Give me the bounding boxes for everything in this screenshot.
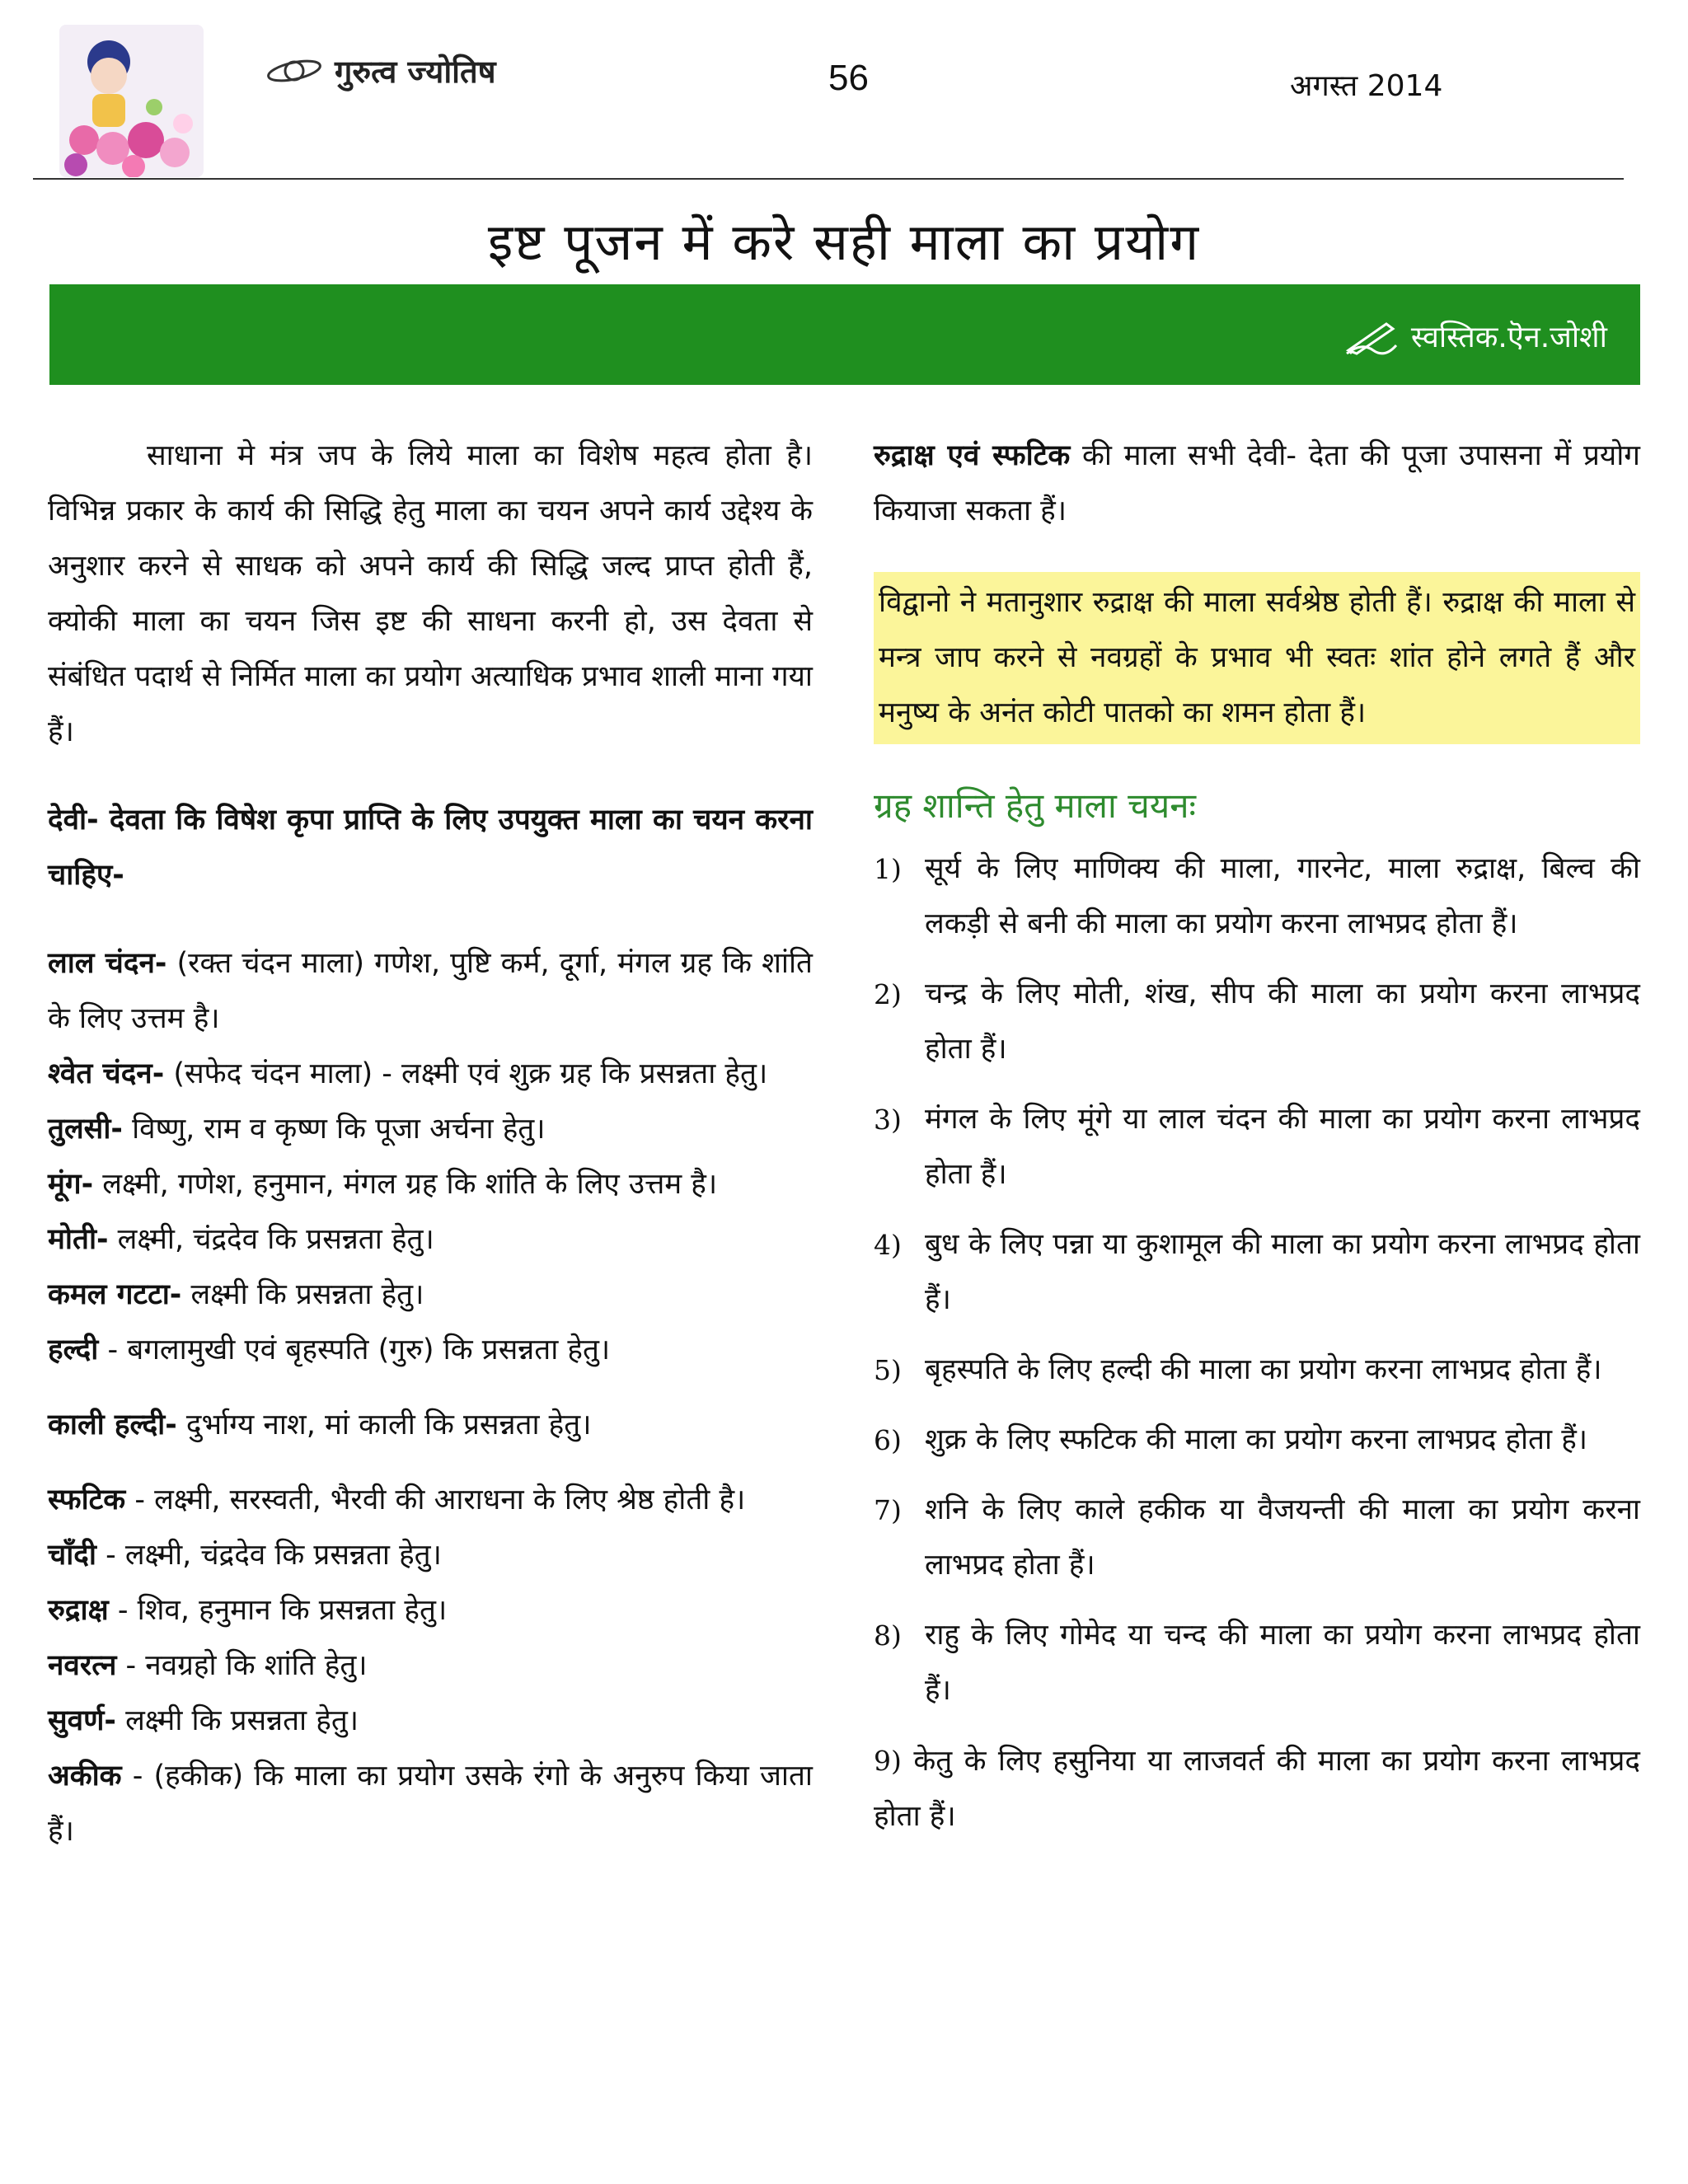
right-column: [874, 429, 1640, 1859]
krishna-logo-image: [59, 25, 204, 177]
list-item: 1) सूर्य के लिए माणिक्य की माला, गारनेट, माला रुद्राक्ष, बिल्व की लकड़ी से बनी की माला का प्रयोग करना लाभप्रद होता हैं।: [874, 852, 1640, 940]
page-number: 56: [828, 58, 869, 98]
subheading: देवी- देवता कि विषेश कृपा प्राप्ति के लिए उपयुक्त माला का चयन करना चाहिए-: [48, 804, 813, 892]
article-title: इष्ट पूजन में करे सही माला का प्रयोग: [487, 212, 1201, 272]
rudraksha-sphatik-paragraph: रुद्राक्ष एवं स्फटिक की माला सभी देवी- देता की पूजा उपासना में प्रयोग कियाजा सकता हैं।: [874, 439, 1641, 527]
list-item: लाल चंदन- (रक्त चंदन माला) गणेश, पुष्टि कर्म, दूर्गा, मंगल ग्रह कि शांति के लिए उत्तम है।: [48, 947, 813, 1035]
brand: [265, 49, 496, 92]
list-item: कमल गटटा- लक्ष्मी कि प्रसन्नता हेतु।: [48, 1278, 424, 1311]
page-header: [0, 0, 1688, 181]
header-divider: [33, 178, 1624, 180]
list-item: 9) केतु के लिए हसुनिया या लाजवर्त की माला का प्रयोग करना लाभप्रद होता हैं।: [874, 1745, 1640, 1833]
list-item: सुवर्ण- लक्ष्मी कि प्रसन्नता हेतु।: [48, 1704, 359, 1737]
brand-name: गुरुत्व ज्योतिष: [335, 54, 496, 90]
list-item: श्वेत चंदन- (सफेद चंदन माला) - लक्ष्मी एवं शुक्र ग्रह कि प्रसन्नता हेतु।: [48, 1057, 768, 1090]
highlighted-paragraph: विद्वानो ने मतानुशार रुद्राक्ष की माला सर्वश्रेष्ठ होती हैं। रुद्राक्ष की माला से मन्त्र जाप करने से नवग्रहों के प्रभाव भी स्वतः शांत होने लगते हैं और मनुष्य के अनंत कोटी पातको का शमन होता हैं।: [874, 572, 1640, 744]
intro-paragraph: साधाना मे मंत्र जप के लिये माला का विशेष महत्व होता है। विभिन्न प्रकार के कार्य की सिद्धि हेतु माला का चयन अपने कार्य उद्देश्य के अनुशार करने से साधक को अपने कार्य की सिद्धि जल्द प्राप्त होती हैं, क्योकी माला का चयन जिस इष्ट की साधना करनी हो, उस देवता से संबंधित पदार्थ से निर्मित माला का प्रयोग अत्याधिक प्रभाव शाली माना गया हैं।: [48, 439, 813, 748]
krishna-flowers-icon: [59, 25, 204, 177]
list-item: चाँदी - लक्ष्मी, चंद्रदेव कि प्रसन्नता हेतु।: [48, 1539, 442, 1572]
issue-date: अगस्त 2014: [1290, 69, 1443, 103]
list-item: हल्दी - बगलामुखी एवं बृहस्पति (गुरु) कि प्रसन्नता हेतु।: [48, 1333, 611, 1366]
section-title: ग्रह शान्ति हेतु माला चयनः: [874, 785, 1196, 826]
list-item: 6) शुक्र के लिए स्फटिक की माला का प्रयोग करना लाभप्रद होता हैं।: [874, 1423, 1588, 1456]
list-item: 2) चन्द्र के लिए मोती, शंख, सीप की माला का प्रयोग करना लाभप्रद होता हैं।: [874, 977, 1640, 1066]
list-item: मोती- लक्ष्मी, चंद्रदेव कि प्रसन्नता हेतु।: [48, 1223, 434, 1256]
list-item: 3) मंगल के लिए मूंगे या लाल चंदन की माला का प्रयोग करना लाभप्रद होता हैं।: [874, 1103, 1640, 1191]
list-item: अकीक - (हकीक) कि माला का प्रयोग उसके रंगो के अनुरुप किया जाता हैं।: [48, 1760, 813, 1848]
list-item: 4) बुध के लिए पन्ना या कुशामूल की माला का प्रयोग करना लाभप्रद होता हैं।: [874, 1228, 1640, 1316]
list-item: मूंग- लक्ष्मी, गणेश, हनुमान, मंगल ग्रह कि शांति के लिए उत्तम है।: [48, 1168, 718, 1201]
pen-writing-icon: [1345, 317, 1398, 355]
list-item: तुलसी- विष्णु, राम व कृष्ण कि पूजा अर्चना हेतु।: [48, 1113, 546, 1146]
list-item: 5) बृहस्पति के लिए हल्दी की माला का प्रयोग करना लाभप्रद होता हैं।: [874, 1353, 1602, 1386]
list-item: 8) राहु के लिए गोमेद या चन्द की माला का प्रयोग करना लाभप्रद होता हैं।: [874, 1619, 1640, 1707]
list-item: काली हल्दी- दुर्भाग्य नाश, मां काली कि प्रसन्नता हेतु।: [48, 1408, 592, 1441]
planet-ring-icon: [265, 54, 323, 87]
author-byline: [1345, 316, 1607, 356]
planet-mala-list: [874, 841, 1640, 1844]
list-item: 7) शनि के लिए काले हकीक या वैजयन्ती की माला का प्रयोग करना लाभप्रद होता हैं।: [874, 1493, 1640, 1582]
mala-list: [48, 936, 813, 1859]
list-item: स्फटिक - लक्ष्मी, सरस्वती, भैरवी की आराधना के लिए श्रेष्ठ होती है।: [48, 1483, 746, 1516]
list-item: रुद्राक्ष - शिव, हनुमान कि प्रसन्नता हेतु।: [48, 1594, 448, 1627]
list-item: नवरत्न - नवग्रहो कि शांति हेतु।: [48, 1649, 368, 1682]
left-column: [48, 429, 813, 1859]
author-banner: [49, 284, 1640, 385]
author-name: स्वस्तिक.ऎन.जोशी: [1410, 321, 1607, 354]
